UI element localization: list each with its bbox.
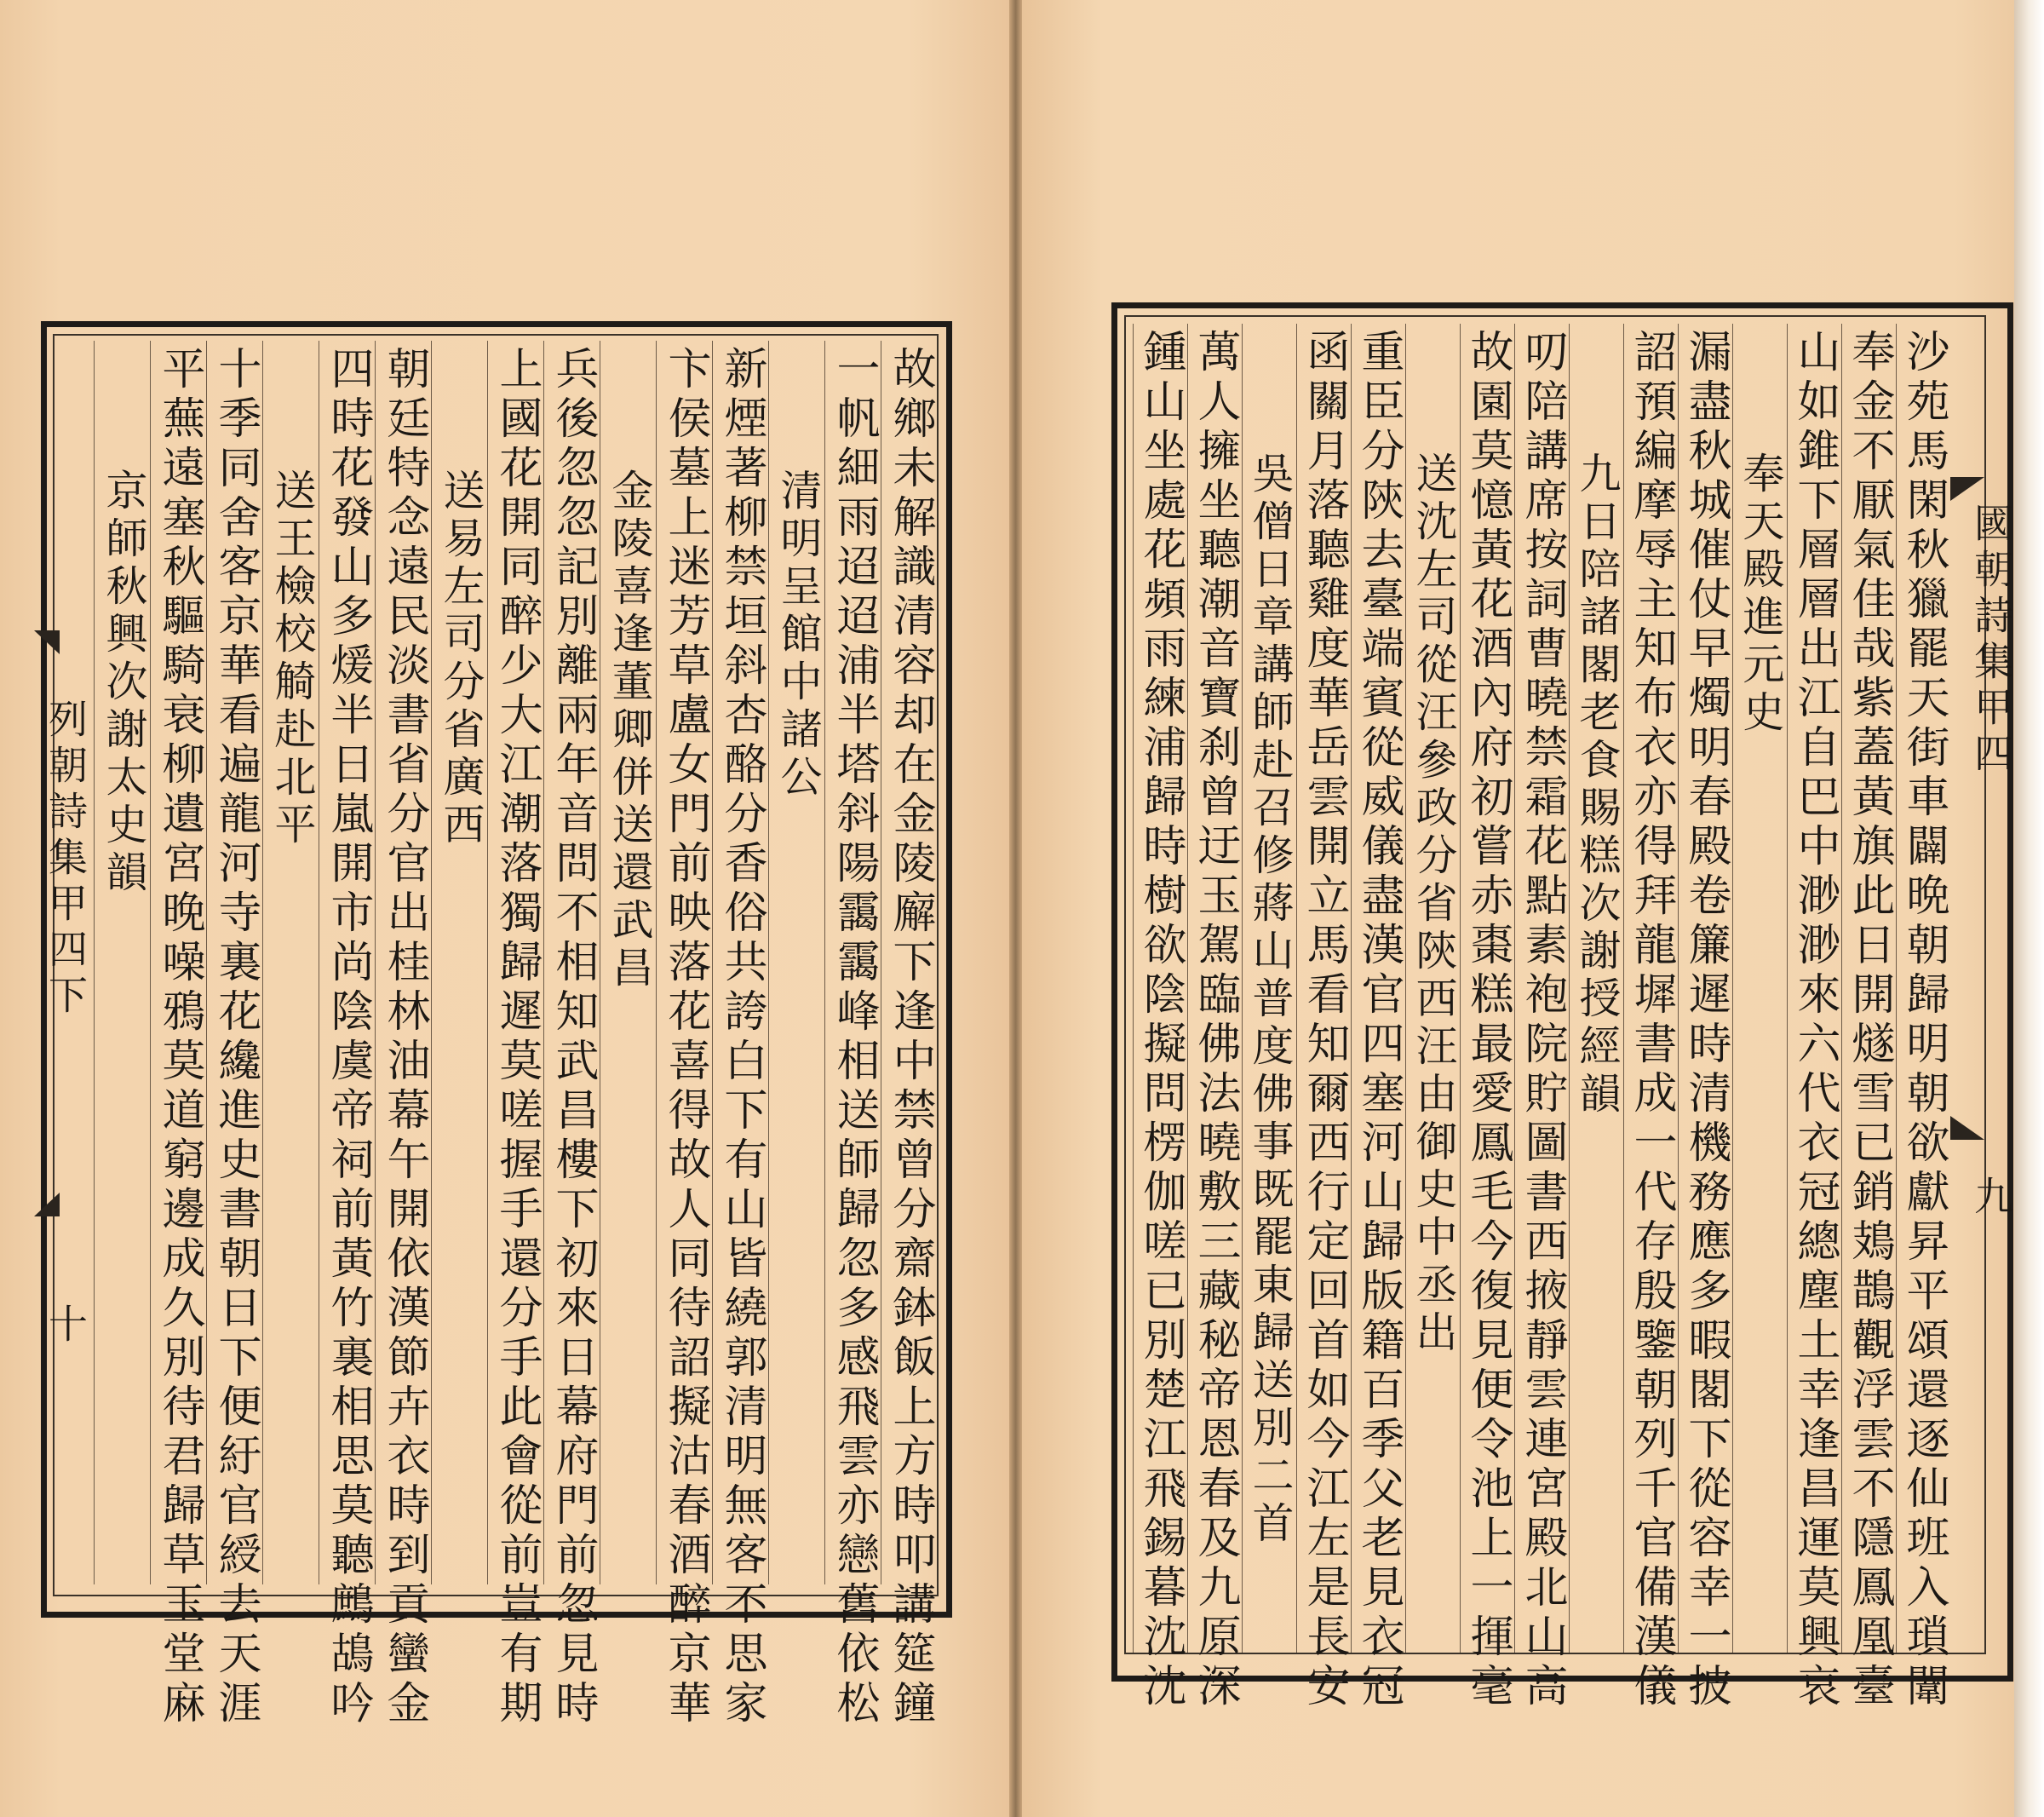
left-banxin-title: 列朝詩集甲四下: [43, 699, 89, 1021]
column-rule: [1242, 324, 1243, 1653]
verse-column: 漏盡秋城催仗早燭明春殿卷簾遲時清機務應多暇閣下從容幸一披: [1680, 329, 1731, 1712]
column-rule: [150, 341, 151, 1584]
column-rule: [1787, 324, 1788, 1653]
verse-column: 平蕪遠塞秋驅騎衰柳遺宮晚噪鴉莫道窮邊成久別待君歸草玉堂麻: [154, 346, 204, 1729]
column-rule: [1732, 324, 1733, 1653]
poem-title-column: 九日陪諸閣老食賜糕次謝授經韻: [1573, 451, 1622, 1119]
verse-column: 卞侯墓上迷芳草盧女門前映落花喜得故人同待詔擬沽春酒醉京華: [660, 346, 710, 1729]
column-rule: [431, 341, 432, 1584]
column-rule: [206, 341, 207, 1584]
column-rule: [487, 341, 488, 1584]
left-fishtail-mark-lower: [34, 1193, 60, 1216]
column-rule: [1405, 324, 1406, 1653]
column-rule: [656, 341, 657, 1584]
book-gutter: [1009, 0, 1022, 1817]
column-rule: [1896, 324, 1897, 1653]
poem-title-column: 吳僧日章講師赴召修蔣山普度佛事既罷東歸送別二首: [1246, 451, 1295, 1549]
column-rule: [543, 341, 544, 1584]
column-rule: [1569, 324, 1570, 1653]
verse-column: 鍾山坐處花頻雨練浦歸時樹欲陰擬問楞伽嗟已別楚江飛錫暮沈沈: [1135, 329, 1186, 1712]
poem-title-column: 清明呈館中諸公: [774, 469, 823, 802]
column-rule: [1623, 324, 1624, 1653]
verse-column: 兵後忽忽記別離兩年音問不相知武昌樓下初來日幕府門前忽見時: [548, 346, 598, 1729]
right-fishtail-mark-lower: [1950, 1116, 1984, 1140]
verse-column: 萬人擁坐聽潮音寶刹曾迂玉駕臨佛法曉敷三藏秘帝恩春及九原深: [1190, 329, 1240, 1712]
column-rule: [1296, 324, 1297, 1653]
left-columns: [85, 341, 937, 1729]
column-rule: [1351, 324, 1352, 1653]
verse-column: 四時花發山多煖半日嵐開市尚陰虞帝祠前黃竹裏相思莫聽鷓鴣吟: [323, 346, 373, 1729]
verse-column: 重臣分陝去臺端賓從威儀盡漢官四塞河山歸版籍百季父老見衣冠: [1353, 329, 1404, 1712]
verse-column: 奉金不厭氣佳哉紫蓋黃旗此日開燧雪已銷鳷鵲觀浮雲不隱鳳凰臺: [1844, 329, 1894, 1712]
verse-column: 故鄉未解識清容却在金陵廨下逢中禁曾分齋鉢飯上方時叩講筵鐘: [885, 346, 935, 1729]
verse-column: 函關月落聽雞度華岳雲開立馬看知爾西行定回首如今江左是長安: [1299, 329, 1349, 1712]
column-rule: [1187, 324, 1188, 1653]
right-banxin-title: 國朝詩集甲四: [1968, 503, 2014, 779]
column-rule: [375, 341, 376, 1584]
verse-column: 十季同舍客京華看遍龍河寺裏花纔進史書朝日下便紆官綬去天涯: [210, 346, 261, 1729]
verse-column: 故園莫憶黃花酒內府初嘗赤棗糕最愛鳳毛今復見便令池上一揮毫: [1462, 329, 1513, 1712]
column-rule: [768, 341, 769, 1584]
verse-column: 一帆細雨迢迢浦半塔斜陽靄靄峰相送師歸忽多感飛雲亦戀舊依松: [829, 346, 879, 1729]
poem-title-column: 金陵喜逢董卿併送還武昌: [606, 469, 654, 993]
right-columns: [1133, 324, 1950, 1712]
verse-column: 朝廷特念遠民淡書省分官出桂林油幕午開依漢節卉衣時到貢蠻金: [379, 346, 429, 1729]
verse-column: 沙苑馬閑秋獵罷天街車闢晩朝歸明朝欲獻昇平頌還逐仙班入瑣闈: [1898, 329, 1949, 1712]
poem-title-column: 奉天殿進元史: [1737, 451, 1785, 738]
verse-column: 山如錐下層層出江自巴中渺渺來六代衣冠總塵土幸逢昌運莫興哀: [1789, 329, 1840, 1712]
column-rule: [1133, 324, 1134, 1653]
column-rule: [1514, 324, 1515, 1653]
poem-title-column: 送王檢校觭赴北平: [268, 469, 317, 850]
column-rule: [94, 341, 95, 1584]
column-rule: [1460, 324, 1461, 1653]
poem-title-column: 送易左司分省廣西: [437, 469, 485, 850]
left-banxin-leaf: 十: [43, 1303, 89, 1349]
verse-column: 新煙著柳禁垣斜杏酪分香俗共誇白下有山皆繞郭清明無客不思家: [716, 346, 766, 1729]
right-fishtail-mark: [1950, 477, 1984, 501]
right-banxin-leaf: 九: [1968, 1176, 2014, 1222]
column-rule: [712, 341, 713, 1584]
page-edge: [2014, 0, 2044, 1817]
verse-column: 叨陪講席按詞曹曉禁霜花點素袍院貯圖書西掖靜雲連宮殿北山高: [1517, 329, 1567, 1712]
poem-title-column: 京師秋興次謝太史韻: [100, 469, 148, 898]
left-fishtail-mark: [34, 630, 60, 654]
column-rule: [1678, 324, 1679, 1653]
column-rule: [1841, 324, 1842, 1653]
verse-column: 詔預編摩辱主知布衣亦得拜龍墀書成一代存殷鑒朝列千官備漢儀: [1626, 329, 1676, 1712]
verse-column: 上國花開同醉少大江潮落獨歸遲莫嗟握手還分手此會從前豈有期: [491, 346, 542, 1729]
column-rule: [824, 341, 825, 1584]
poem-title-column: 送沈左司從汪參政分省陝西汪由御史中丞出: [1410, 451, 1458, 1358]
column-rule: [262, 341, 263, 1584]
